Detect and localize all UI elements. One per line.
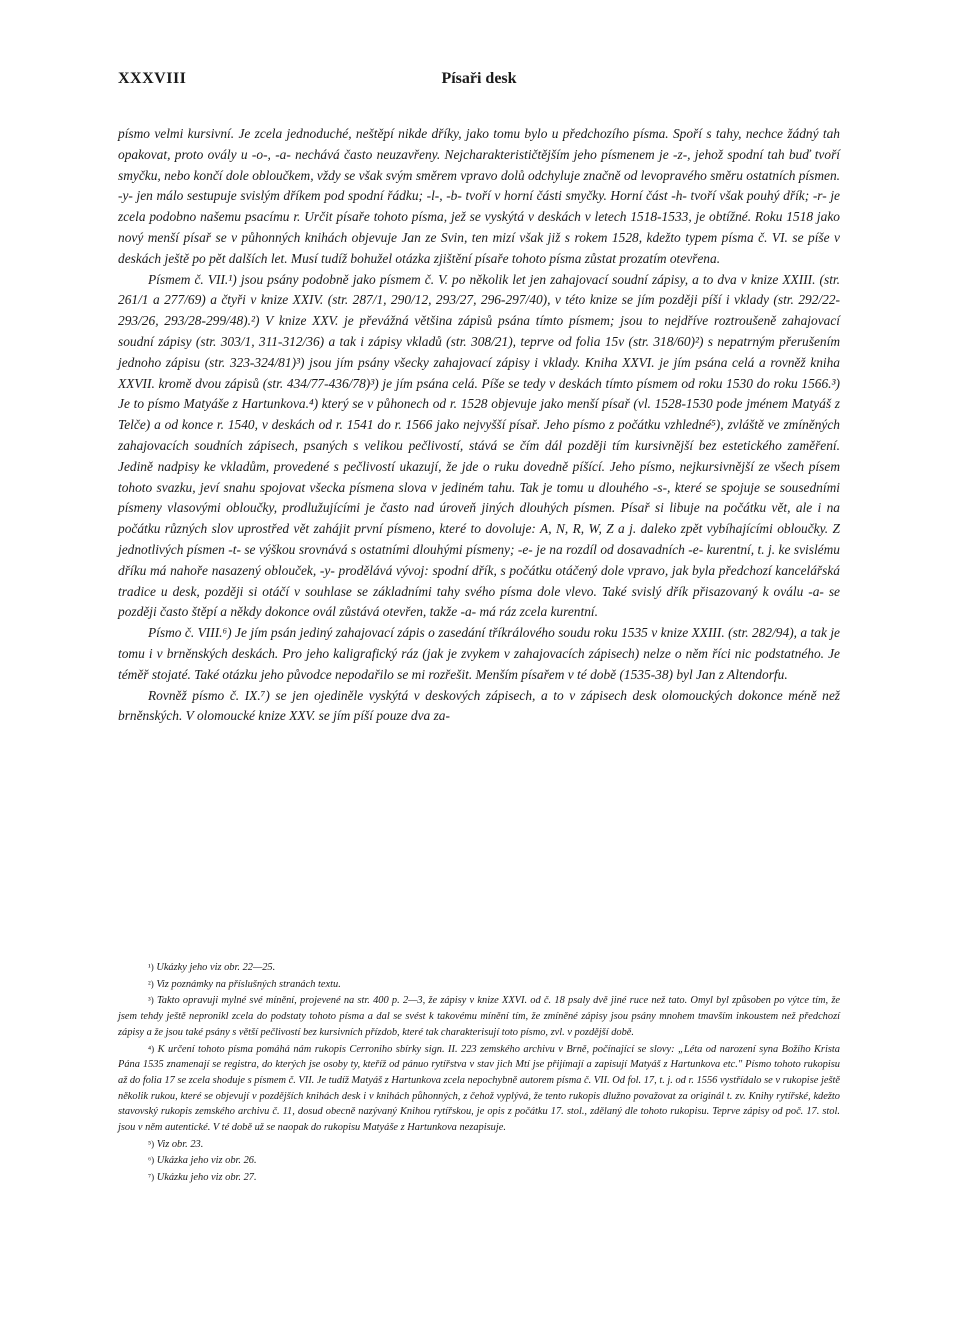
footnote-text: Viz obr. 23. — [156, 1138, 204, 1150]
paragraph: Písmo č. VIII.⁶) Je jím psán jediný zahajovací zápis o zasedání tříkrálového soudu roku 1535 v knize XXIII. (str. 282/94), a tak je tomu i v brněnských deskách. Pro jeho kaligrafický ráz (jak je zvykem v zahajovacích zápisech) nelze o něm říci nic podstatného. Je téměř stojaté. Také otázku jeho původce nepodařilo se mi rozřešit. Menším písařem v té době (1535-38) byl Jan z Altendorfu. — [118, 625, 840, 682]
footnote-mark: ⁶) — [148, 1155, 155, 1166]
footnote — [118, 960, 840, 976]
page-header — [118, 70, 840, 94]
footnote-mark: ⁵) — [148, 1138, 155, 1149]
footnote-text: Ukázku jeho viz obr. 27. — [156, 1172, 257, 1184]
footnote — [118, 993, 840, 1040]
running-title: Písaři desk — [441, 70, 517, 87]
footnote-mark: ⁴) — [148, 1043, 155, 1054]
footnote-text: Ukázky jeho viz obr. 22—25. — [156, 962, 276, 973]
footnote-mark: ⁷) — [148, 1172, 155, 1183]
footnote-text: Viz poznámky na příslušných stranách textu. — [156, 978, 341, 990]
footnote-mark: ³) — [148, 995, 154, 1006]
footnote-text: Ukázka jeho viz obr. 26. — [156, 1155, 257, 1167]
footnote — [118, 1137, 840, 1153]
footnote — [118, 1153, 840, 1169]
footnote-text: K určení tohoto písma pomáhá nám rukopis Cerroniho sbírky sign. II. 223 zemského archivu v Brně, počínající se slovy: „Léta od narození syna Božího Krista Pána 1535 znamenají se registra, do kterých jse osoby ty, kteříž od pánuo rytířstva v stav jich Mtí jse přijímají a zapisují Matyáš z Hartunkova etc." Písmo tohoto rukopisu až do folia 17 se zcela shoduje s písmem č. VII. Je tudíž Matyáš z Hartunkova zcela nepochybně autorem písma č. VII. Od fol. 17, t. j. od r. 1556 vystřídalo se v rukopise ještě několik rukou, které se objevují v pozdějších knihách desk i v knihách půhonných, z čehož vyplývá, že tento rukopis dlužno považovat za originál t. zv. Knihy rytířské, kdežto stavovský rukopis zemského archivu č. 11, dosud obecně nazývaný Knihou rytířskou, je opis z počátku 17. stol., zdělaný dle tohoto rukopisu. Teprve zápisy od poč. 17. stol. jsou v něm autentické. V té době už se naopak do rukopisu Matyáše z Hartunkova nezapisuje. — [118, 1043, 840, 1134]
footnote — [118, 1042, 840, 1136]
paragraph: písmo velmi kursivní. Je zcela jednoduché, neštěpí nikde dříky, jako tomu bylo u předchozího písma. Spoří s tahy, nechce žádný tah opakovat, proto ovály u -o-, -a- nechává často neuzavřeny. Nejcharakterističtějším jeho písmenem je -z-, jehož spodní tah buď tvoří smyčku, nebo končí dole obloučkem, vždy se však svým směrem vpravo dolů odchyluje značně od levopravého směru ostatních písmen. -y- jen málo sestupuje svislým dříkem pod spodní řádku; -l-, -b- tvoří v horní části smyčky. Horní část -h- tvoří však pouhý dřík; -r- je zcela podobno našemu psacímu r. Určit písaře tohoto písma, jež se vyskýtá v deskách v letech 1518-1533, je obtížné. Roku 1518 jako nový menší písař se v půhonných knihách objevuje Jan ze Svin, ten mizí však již s rokem 1528, kdežto typem písma č. VI. se píše v deskách ještě po pět dalších let. Musí tudíž bohužel otázka zjištění písaře tohoto písma zůstat prozatím otevřena. — [118, 126, 841, 266]
footnote-text: Takto opravuji mylné své mínění, projevené na str. 400 p. 2—3, že zápisy v knize XXVI. od č. 18 psaly dvě jiné ruce než tato. Omyl byl způsoben po výtce tím, že jsem tehdy ještě nepronikl zcela do podstaty tohoto písma a dal se svést k takovému mínění tím, že zmíněné zápisy jsou psány mnohem tmavším inkoustem než předchozí zápisy a že jsou také psány s větší pečlivostí bez kursivních přízdob, které tak charakterisují toto písmo, zvl. v pozdější době. — [118, 995, 840, 1038]
footnote — [118, 1170, 840, 1186]
paragraph: Rovněž písmo č. IX.⁷) se jen ojediněle vyskýtá v deskových zápisech, a to v zápisech desk olomouckých dokonce méně než brněnských. V olomoucké knize XXV. se jím píší pouze dva za- — [118, 687, 840, 724]
footnote-mark: ¹) — [148, 962, 154, 972]
footnote — [118, 977, 840, 993]
main-text — [118, 124, 840, 727]
paragraph: Písmem č. VII.¹) jsou psány podobně jako písmem č. V. po několik let jen zahajovací soudní zápisy, a to dva v knize XXIII. (str. 261/1 a 277/69) a čtyři v knize XXIV. (str. 287/1, 290/12, 293/27, 296-297/40), v této knize se jím později píší i vklady (str. 292/22-293/26, 293/28-299/48).²) V knize XXV. je převážná většina zápisů psána tímto písmem; jsou to nejdříve roztroušeně zahajovací soudní zápisy (str. 303/1, 311-312/36) a tak i zápisy vkladů (str. 308/21), teprve od folia 15v (str. 318/60)²) s nepatrným přerušením jednoho zápisu (str. 323-324/81)³) jsou jím psány všecky zahajovací zápisy i vklady. Kniha XXVI. je jím psána celá a rovněž kniha XXVII. kromě dvou zápisů (str. 434/77-436/78)³) je jím psána celá. Píše se tedy v deskách tímto písmem od roku 1530 do roku 1566.³) Je to písmo Matyáše z Hartunkova.⁴) který se v půhonech od r. 1528 objevuje jako menší písař (vl. 1528-1530 pode jménem Matyáš z Telče) a od konce r. 1540, v deskách od r. 1541 do r. 1566 jako nejvyšší písař. Jeho písmo z počátku vzhledné⁵), zvláště ve zmíněných zahajovacích soudních zápisech, psaných s velikou pečlivostí, stává se čím dál později tím kursivnější bez estetického zaměření. Jedině nadpisy ke vkladům, provedené s pečlivostí ukazují, že jde o ruku dovedně píšící. Jeho písmo, nejkursivnější ze všech písem tohoto svazku, jeví snahu spojovat všecka písmena slova v jediném tahu. Tak je tomu u dlouhého -s-, které se spojuje se sousedními písmeny vlasovými obloučky, prodlužujícími je často nad úroveň jiných dlouhých písmen. Písař si libuje na počátku vět, ale i na počátku různých slov uprostřed vět zahájit první písmeno, které to dovoluje: A, N, R, W, Z a j. daleko zpět vybíhajícími obloučky. Z jednotlivých písmen -t- se výškou srovnává s ostatními dlouhými písmeny; -e- je na rozdíl od dosavadních -e- kurentní, t. j. ke svislému dříku má nahoře nasazený oblouček, -y- prodělává vývoj: spodní dřík, s počátku otáčený dole vpravo, jak byla předchozí kancelářská tradice u desk, později si otáčí v souhlase se základními tahy svého písma dole vlevo. Také svislý dřík přisazovaný k oválu -a- se později často štěpí a někdy dokonce ovál zůstává otevřen, takže -a- má ráz zcela kurentní. — [118, 271, 840, 620]
document-page — [118, 0, 840, 1344]
footnotes — [118, 960, 840, 1187]
footnote-mark: ²) — [148, 978, 154, 989]
page-number: XXXVIII — [118, 70, 187, 87]
